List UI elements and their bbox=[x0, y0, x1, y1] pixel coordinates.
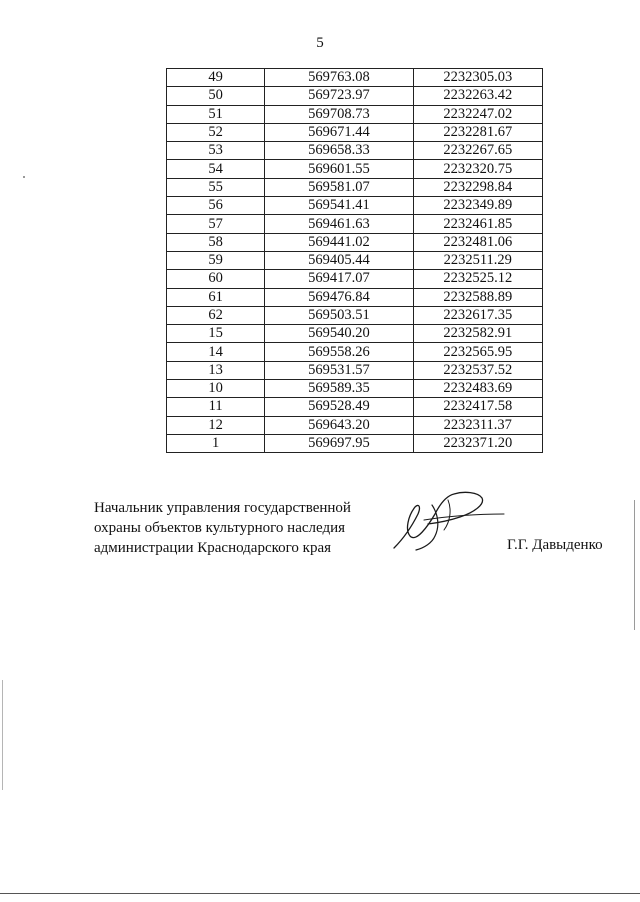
point-number-cell: 51 bbox=[167, 105, 265, 123]
x-coordinate-cell: 569671.44 bbox=[265, 123, 413, 141]
point-number-cell: 58 bbox=[167, 233, 265, 251]
point-number-cell: 55 bbox=[167, 178, 265, 196]
table-row bbox=[167, 343, 543, 361]
point-number-cell: 62 bbox=[167, 306, 265, 324]
y-coordinate-cell: 2232588.89 bbox=[413, 288, 543, 306]
point-number-cell: 14 bbox=[167, 343, 265, 361]
table-row bbox=[167, 142, 543, 160]
coordinates-table-body bbox=[167, 69, 543, 453]
x-coordinate-cell: 569697.95 bbox=[265, 434, 413, 452]
point-number-cell: 52 bbox=[167, 123, 265, 141]
table-row bbox=[167, 69, 543, 87]
point-number-cell: 53 bbox=[167, 142, 265, 160]
point-number-cell: 57 bbox=[167, 215, 265, 233]
y-coordinate-cell: 2232525.12 bbox=[413, 270, 543, 288]
y-coordinate-cell: 2232483.69 bbox=[413, 380, 543, 398]
y-coordinate-cell: 2232263.42 bbox=[413, 87, 543, 105]
y-coordinate-cell: 2232298.84 bbox=[413, 178, 543, 196]
point-number-cell: 10 bbox=[167, 380, 265, 398]
scan-artifact-dot bbox=[23, 176, 25, 178]
table-row bbox=[167, 361, 543, 379]
y-coordinate-cell: 2232461.85 bbox=[413, 215, 543, 233]
y-coordinate-cell: 2232617.35 bbox=[413, 306, 543, 324]
y-coordinate-cell: 2232311.37 bbox=[413, 416, 543, 434]
y-coordinate-cell: 2232349.89 bbox=[413, 197, 543, 215]
scan-edge-line bbox=[2, 680, 3, 790]
point-number-cell: 59 bbox=[167, 251, 265, 269]
handwritten-signature bbox=[388, 490, 508, 552]
table-row bbox=[167, 233, 543, 251]
table-row bbox=[167, 87, 543, 105]
x-coordinate-cell: 569531.57 bbox=[265, 361, 413, 379]
point-number-cell: 13 bbox=[167, 361, 265, 379]
y-coordinate-cell: 2232511.29 bbox=[413, 251, 543, 269]
table-row bbox=[167, 251, 543, 269]
y-coordinate-cell: 2232565.95 bbox=[413, 343, 543, 361]
table-row bbox=[167, 178, 543, 196]
table-row bbox=[167, 215, 543, 233]
point-number-cell: 12 bbox=[167, 416, 265, 434]
y-coordinate-cell: 2232537.52 bbox=[413, 361, 543, 379]
scan-edge-line bbox=[634, 500, 635, 630]
point-number-cell: 56 bbox=[167, 197, 265, 215]
x-coordinate-cell: 569405.44 bbox=[265, 251, 413, 269]
coordinates-table bbox=[166, 68, 543, 453]
signer-title-line: охраны объектов культурного наследия bbox=[94, 520, 346, 536]
x-coordinate-cell: 569441.02 bbox=[265, 233, 413, 251]
y-coordinate-cell: 2232371.20 bbox=[413, 434, 543, 452]
y-coordinate-cell: 2232247.02 bbox=[413, 105, 543, 123]
point-number-cell: 15 bbox=[167, 325, 265, 343]
table-row bbox=[167, 380, 543, 398]
x-coordinate-cell: 569540.20 bbox=[265, 325, 413, 343]
x-coordinate-cell: 569461.63 bbox=[265, 215, 413, 233]
x-coordinate-cell: 569589.35 bbox=[265, 380, 413, 398]
x-coordinate-cell: 569417.07 bbox=[265, 270, 413, 288]
x-coordinate-cell: 569763.08 bbox=[265, 69, 413, 87]
x-coordinate-cell: 569658.33 bbox=[265, 142, 413, 160]
point-number-cell: 50 bbox=[167, 87, 265, 105]
y-coordinate-cell: 2232320.75 bbox=[413, 160, 543, 178]
table-row bbox=[167, 160, 543, 178]
y-coordinate-cell: 2232417.58 bbox=[413, 398, 543, 416]
point-number-cell: 61 bbox=[167, 288, 265, 306]
page-number: 5 bbox=[316, 35, 324, 51]
y-coordinate-cell: 2232267.65 bbox=[413, 142, 543, 160]
scan-bottom-line bbox=[0, 893, 640, 894]
x-coordinate-cell: 569723.97 bbox=[265, 87, 413, 105]
x-coordinate-cell: 569541.41 bbox=[265, 197, 413, 215]
x-coordinate-cell: 569601.55 bbox=[265, 160, 413, 178]
point-number-cell: 1 bbox=[167, 434, 265, 452]
point-number-cell: 11 bbox=[167, 398, 265, 416]
x-coordinate-cell: 569476.84 bbox=[265, 288, 413, 306]
table-row bbox=[167, 325, 543, 343]
table-row bbox=[167, 105, 543, 123]
x-coordinate-cell: 569528.49 bbox=[265, 398, 413, 416]
x-coordinate-cell: 569558.26 bbox=[265, 343, 413, 361]
table-row bbox=[167, 398, 543, 416]
signer-title bbox=[94, 498, 351, 558]
table-row bbox=[167, 270, 543, 288]
y-coordinate-cell: 2232281.67 bbox=[413, 123, 543, 141]
table-row bbox=[167, 123, 543, 141]
x-coordinate-cell: 569503.51 bbox=[265, 306, 413, 324]
signer-title-line: администрации Краснодарского края bbox=[94, 540, 332, 556]
table-row bbox=[167, 197, 543, 215]
x-coordinate-cell: 569643.20 bbox=[265, 416, 413, 434]
table-row bbox=[167, 416, 543, 434]
x-coordinate-cell: 569581.07 bbox=[265, 178, 413, 196]
signer-name: Г.Г. Давыденко bbox=[507, 537, 603, 553]
x-coordinate-cell: 569708.73 bbox=[265, 105, 413, 123]
point-number-cell: 60 bbox=[167, 270, 265, 288]
y-coordinate-cell: 2232305.03 bbox=[413, 69, 543, 87]
table-row bbox=[167, 306, 543, 324]
table-row bbox=[167, 434, 543, 452]
point-number-cell: 49 bbox=[167, 69, 265, 87]
signer-title-line: Начальник управления государственной bbox=[94, 500, 351, 516]
y-coordinate-cell: 2232481.06 bbox=[413, 233, 543, 251]
point-number-cell: 54 bbox=[167, 160, 265, 178]
table-row bbox=[167, 288, 543, 306]
y-coordinate-cell: 2232582.91 bbox=[413, 325, 543, 343]
